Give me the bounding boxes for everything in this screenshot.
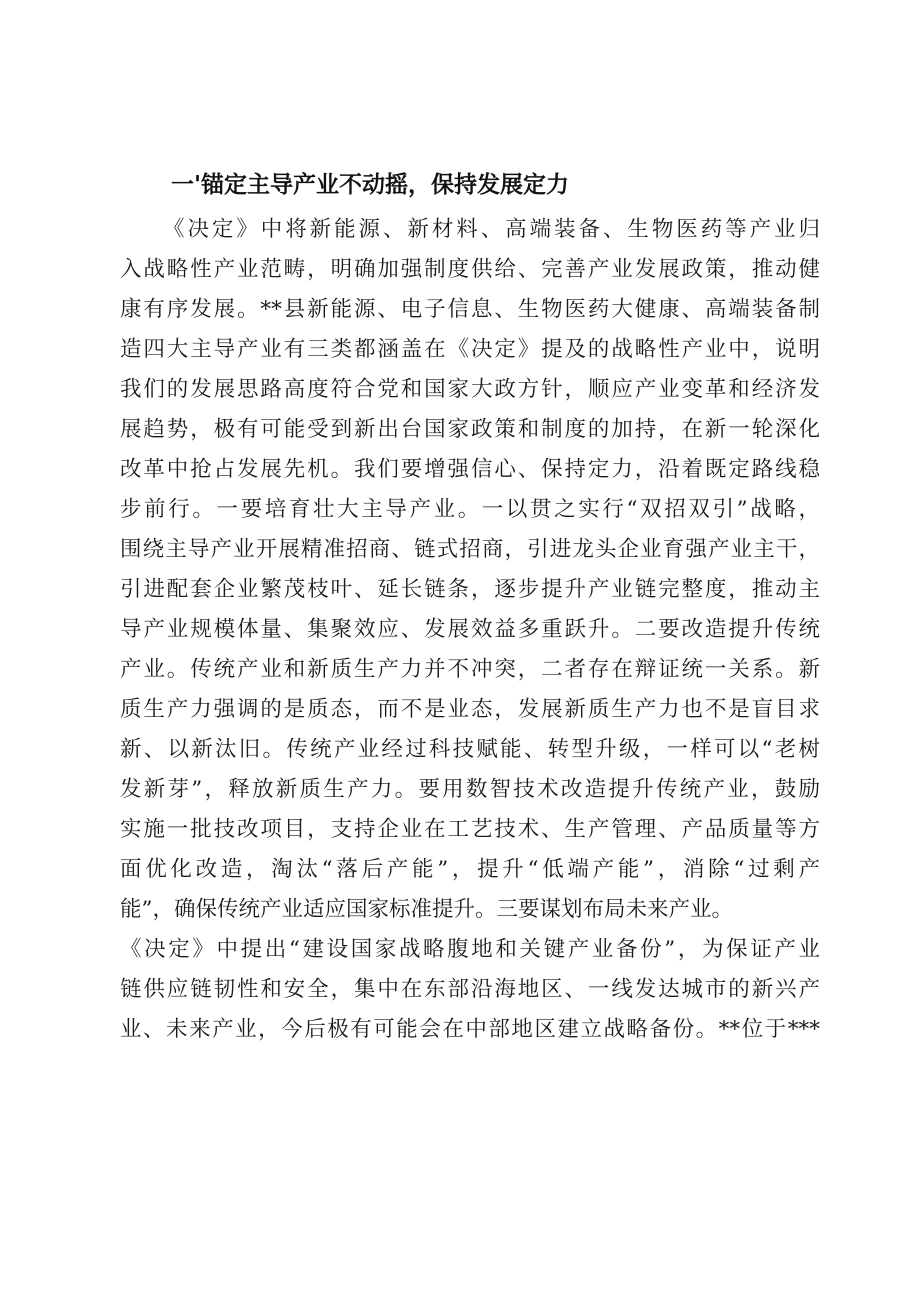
paragraph-line: 新、以新汰旧。传统产业经过科技赋能、转型升级，一样可以“老树 xyxy=(120,737,820,762)
paragraph-line: 《决定》中将新能源、新材料、高端装备、生物医药等产业归 xyxy=(163,217,820,242)
paragraph-line: 步前行。一要培育壮大主导产业。一以贯之实行“双招双引”战略， xyxy=(120,497,820,522)
paragraph-line: 业、未来产业，今后极有可能会在中部地区建立战略备份。**位于*** xyxy=(120,1017,820,1042)
paragraph-line: 康有序发展。**县新能源、电子信息、生物医药大健康、高端装备制 xyxy=(120,297,820,322)
paragraph-line: 《决定》中提出“建设国家战略腹地和关键产业备份”，为保证产业 xyxy=(120,937,820,962)
paragraph-line: 发新芽”，释放新质生产力。要用数智技术改造提升传统产业，鼓励 xyxy=(120,777,820,802)
paragraph-line: 我们的发展思路高度符合党和国家大政方针，顺应产业变革和经济发 xyxy=(120,377,820,402)
section-heading: 一'锚定主导产业不动摇，保持发展定力 xyxy=(171,172,570,198)
paragraph-line: 产业。传统产业和新质生产力并不冲突，二者存在辩证统一关系。新 xyxy=(120,657,820,682)
paragraph-line: 质生产力强调的是质态，而不是业态，发展新质生产力也不是盲目求 xyxy=(120,697,820,722)
paragraph-line: 改革中抢占发展先机。我们要增强信心、保持定力，沿着既定路线稳 xyxy=(120,457,820,482)
paragraph-line: 入战略性产业范畴，明确加强制度供给、完善产业发展政策，推动健 xyxy=(120,257,820,282)
body-paragraph xyxy=(120,210,820,1050)
paragraph-line: 链供应链韧性和安全，集中在东部沿海地区、一线发达城市的新兴产 xyxy=(120,977,820,1002)
paragraph-line: 展趋势，极有可能受到新出台国家政策和制度的加持，在新一轮深化 xyxy=(120,417,820,442)
paragraph-line: 导产业规模体量、集聚效应、发展效益多重跃升。二要改造提升传统 xyxy=(120,617,820,642)
paragraph-line: 能”，确保传统产业适应国家标准提升。三要谋划布局未来产业。 xyxy=(120,897,733,922)
paragraph-line: 造四大主导产业有三类都涵盖在《决定》提及的战略性产业中，说明 xyxy=(120,337,820,362)
paragraph-line: 面优化改造，淘汰“落后产能”，提升“低端产能”，消除“过剩产 xyxy=(120,857,820,882)
paragraph-line: 围绕主导产业开展精准招商、链式招商，引进龙头企业育强产业主干， xyxy=(120,537,820,562)
paragraph-line: 引进配套企业繁茂枝叶、延长链条，逐步提升产业链完整度，推动主 xyxy=(120,577,820,602)
paragraph-line: 实施一批技改项目，支持企业在工艺技术、生产管理、产品质量等方 xyxy=(120,817,820,842)
